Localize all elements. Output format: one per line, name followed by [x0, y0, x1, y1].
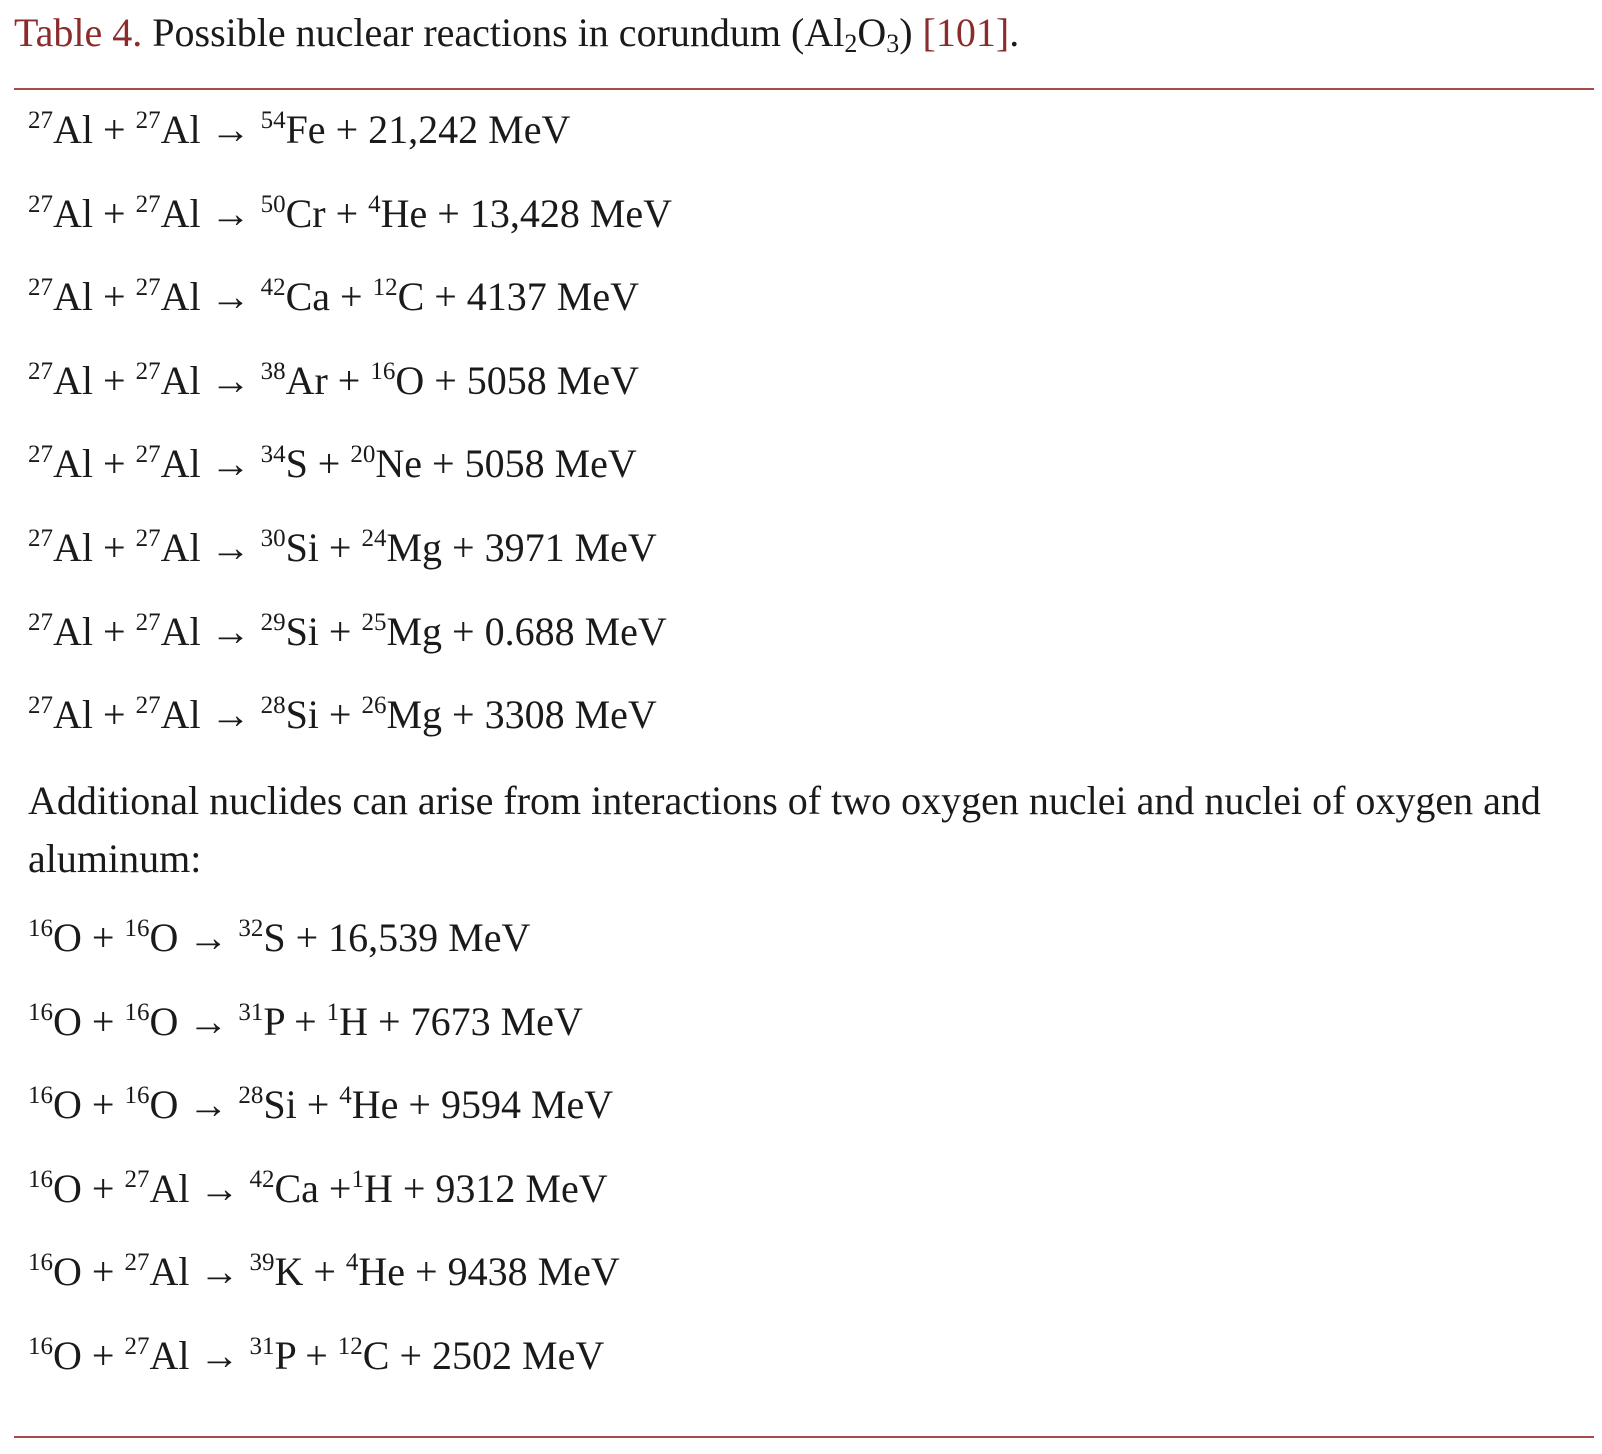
mass-number: 27: [135, 692, 161, 720]
reaction-term: He + 9594 MeV: [351, 1082, 614, 1128]
reaction-term: O +: [53, 998, 125, 1044]
mass-number: 27: [124, 1249, 150, 1277]
reaction-term: Al →: [160, 190, 261, 236]
caption-end: .: [1009, 10, 1020, 55]
reaction-term: Al →: [160, 692, 261, 738]
reaction-term: S + 16,539 MeV: [263, 915, 531, 960]
mass-number: 1: [326, 998, 340, 1026]
mass-number: 31: [249, 1333, 275, 1360]
reaction-term: Al →: [160, 274, 261, 320]
reaction-term: Ca +: [285, 274, 373, 320]
reaction-term: Al →: [149, 1333, 250, 1378]
reaction-term: P +: [263, 998, 327, 1044]
reaction-term: Al →: [160, 441, 261, 487]
reaction-row: [28, 607, 667, 657]
reaction-term: O →: [149, 1082, 239, 1128]
mass-number: 27: [28, 441, 53, 469]
reaction-term: Al →: [149, 1249, 250, 1295]
reaction-term: Si +: [285, 692, 362, 738]
mass-number: 31: [238, 998, 264, 1026]
mass-number: 27: [28, 608, 53, 636]
reaction-term: O + 5058 MeV: [395, 357, 639, 403]
mass-number: 27: [135, 274, 161, 302]
reaction-term: Al →: [149, 1165, 250, 1211]
reaction-term: Al +: [53, 357, 136, 403]
mass-number: 27: [135, 190, 161, 218]
mass-number: 27: [135, 441, 161, 469]
caption-subscript-1: 2: [844, 29, 858, 58]
reaction-row: [28, 356, 639, 406]
mass-number: 16: [124, 998, 150, 1026]
mass-number: 28: [238, 1082, 264, 1110]
reaction-term: Ca +: [274, 1165, 352, 1211]
mass-number: 24: [361, 525, 387, 552]
reference-link[interactable]: [101]: [922, 10, 1010, 55]
reaction-row: [28, 439, 637, 489]
table-top-rule: [14, 88, 1594, 90]
mass-number: 16: [28, 1165, 53, 1193]
mass-number: 4: [345, 1249, 359, 1277]
reaction-term: O →: [149, 998, 239, 1044]
reaction-term: Al →: [160, 608, 261, 654]
reaction-row: [28, 1247, 620, 1297]
mass-number: 27: [28, 357, 53, 385]
reaction-term: Si +: [285, 608, 362, 654]
reaction-term: Mg + 0.688 MeV: [386, 608, 667, 654]
mass-number: 27: [28, 692, 53, 720]
reaction-term: H + 9312 MeV: [363, 1165, 608, 1211]
reaction-row: [28, 523, 657, 573]
mass-number: 29: [260, 608, 286, 636]
reaction-term: Al +: [53, 274, 136, 320]
reaction-row: [28, 1164, 608, 1214]
caption-text-mid: O: [857, 10, 887, 55]
reaction-term: Al +: [53, 525, 136, 570]
mass-number: 27: [28, 107, 53, 134]
reaction-term: Al +: [53, 190, 136, 236]
reaction-term: O +: [53, 1082, 125, 1128]
reaction-row: [28, 1080, 613, 1130]
reaction-term: Mg + 3971 MeV: [386, 525, 657, 570]
mass-number: 42: [249, 1165, 275, 1193]
mass-number: 34: [260, 441, 286, 469]
caption-text-after: ): [899, 10, 913, 55]
reaction-row: [28, 272, 639, 322]
table-bottom-rule: [14, 1436, 1594, 1438]
mass-number: 27: [28, 190, 53, 218]
mass-number: 42: [260, 274, 286, 302]
mass-number: 27: [28, 274, 53, 302]
mass-number: 27: [135, 357, 161, 385]
reaction-row: [28, 913, 530, 963]
reaction-row: [28, 1331, 604, 1381]
reaction-row: [28, 189, 672, 239]
reaction-term: Al +: [53, 107, 136, 152]
mass-number: 12: [337, 1333, 363, 1360]
mass-number: 1: [351, 1165, 364, 1193]
mass-number: 16: [28, 1249, 53, 1277]
table-label: Table 4.: [14, 10, 143, 55]
mass-number: 50: [260, 190, 286, 218]
table-caption: [14, 8, 1019, 58]
mass-number: 28: [260, 692, 286, 720]
mass-number: 25: [361, 608, 387, 636]
reaction-term: C + 4137 MeV: [397, 274, 640, 320]
mass-number: 16: [124, 1082, 150, 1110]
reaction-term: Ne + 5058 MeV: [375, 441, 637, 487]
reaction-term: Si +: [263, 1082, 340, 1128]
mass-number: 27: [135, 608, 161, 636]
reaction-term: Fe + 21,242 MeV: [285, 107, 571, 152]
mass-number: 32: [238, 915, 264, 942]
reaction-row: [28, 690, 657, 740]
reaction-term: P +: [274, 1333, 338, 1378]
reaction-term: Cr +: [285, 190, 369, 236]
reaction-term: Al →: [160, 107, 261, 152]
mass-number: 4: [368, 190, 381, 218]
mass-number: 27: [124, 1165, 150, 1193]
mass-number: 27: [135, 525, 161, 552]
reaction-term: Al +: [53, 692, 136, 738]
reaction-term: He + 13,428 MeV: [380, 190, 673, 236]
reaction-term: O +: [53, 1165, 125, 1211]
mass-number: 26: [361, 692, 387, 720]
caption-subscript-2: 3: [886, 29, 900, 58]
reaction-term: Mg + 3308 MeV: [386, 692, 657, 738]
reaction-term: Al →: [160, 525, 261, 570]
reaction-term: C + 2502 MeV: [362, 1333, 605, 1378]
reaction-row: [28, 997, 583, 1047]
reaction-term: K +: [274, 1249, 346, 1295]
mass-number: 16: [28, 1333, 53, 1360]
mass-number: 16: [28, 998, 53, 1026]
reaction-term: Al →: [160, 357, 261, 403]
mass-number: 27: [135, 107, 161, 134]
reaction-term: He + 9438 MeV: [358, 1249, 620, 1295]
mass-number: 38: [260, 357, 286, 385]
mass-number: 39: [249, 1249, 275, 1277]
reaction-term: Al +: [53, 441, 136, 487]
mass-number: 4: [339, 1082, 352, 1110]
mass-number: 16: [28, 1082, 53, 1110]
reaction-term: O +: [53, 1333, 125, 1378]
mass-number: 16: [28, 915, 53, 942]
mass-number: 16: [124, 915, 150, 942]
mass-number: 30: [260, 525, 286, 552]
reaction-term: S +: [285, 441, 351, 487]
mass-number: 16: [370, 357, 396, 385]
caption-text-before: Possible nuclear reactions in corundum (Al: [152, 10, 845, 55]
mass-number: 27: [28, 525, 53, 552]
reaction-term: H + 7673 MeV: [339, 998, 583, 1044]
reaction-term: O →: [149, 915, 239, 960]
mass-number: 27: [124, 1333, 150, 1360]
reaction-term: O +: [53, 1249, 125, 1295]
reaction-term: O +: [53, 915, 125, 960]
reaction-row: [28, 105, 570, 155]
mass-number: 54: [260, 107, 286, 134]
reaction-term: Al +: [53, 608, 136, 654]
transition-paragraph: Additional nuclides can arise from interactions of two oxygen nuclei and nuclei of oxygen and aluminum:: [28, 778, 1541, 881]
mass-number: 20: [350, 441, 376, 469]
reaction-term: Si +: [285, 525, 362, 570]
mass-number: 12: [372, 274, 398, 302]
reaction-term: Ar +: [285, 357, 371, 403]
